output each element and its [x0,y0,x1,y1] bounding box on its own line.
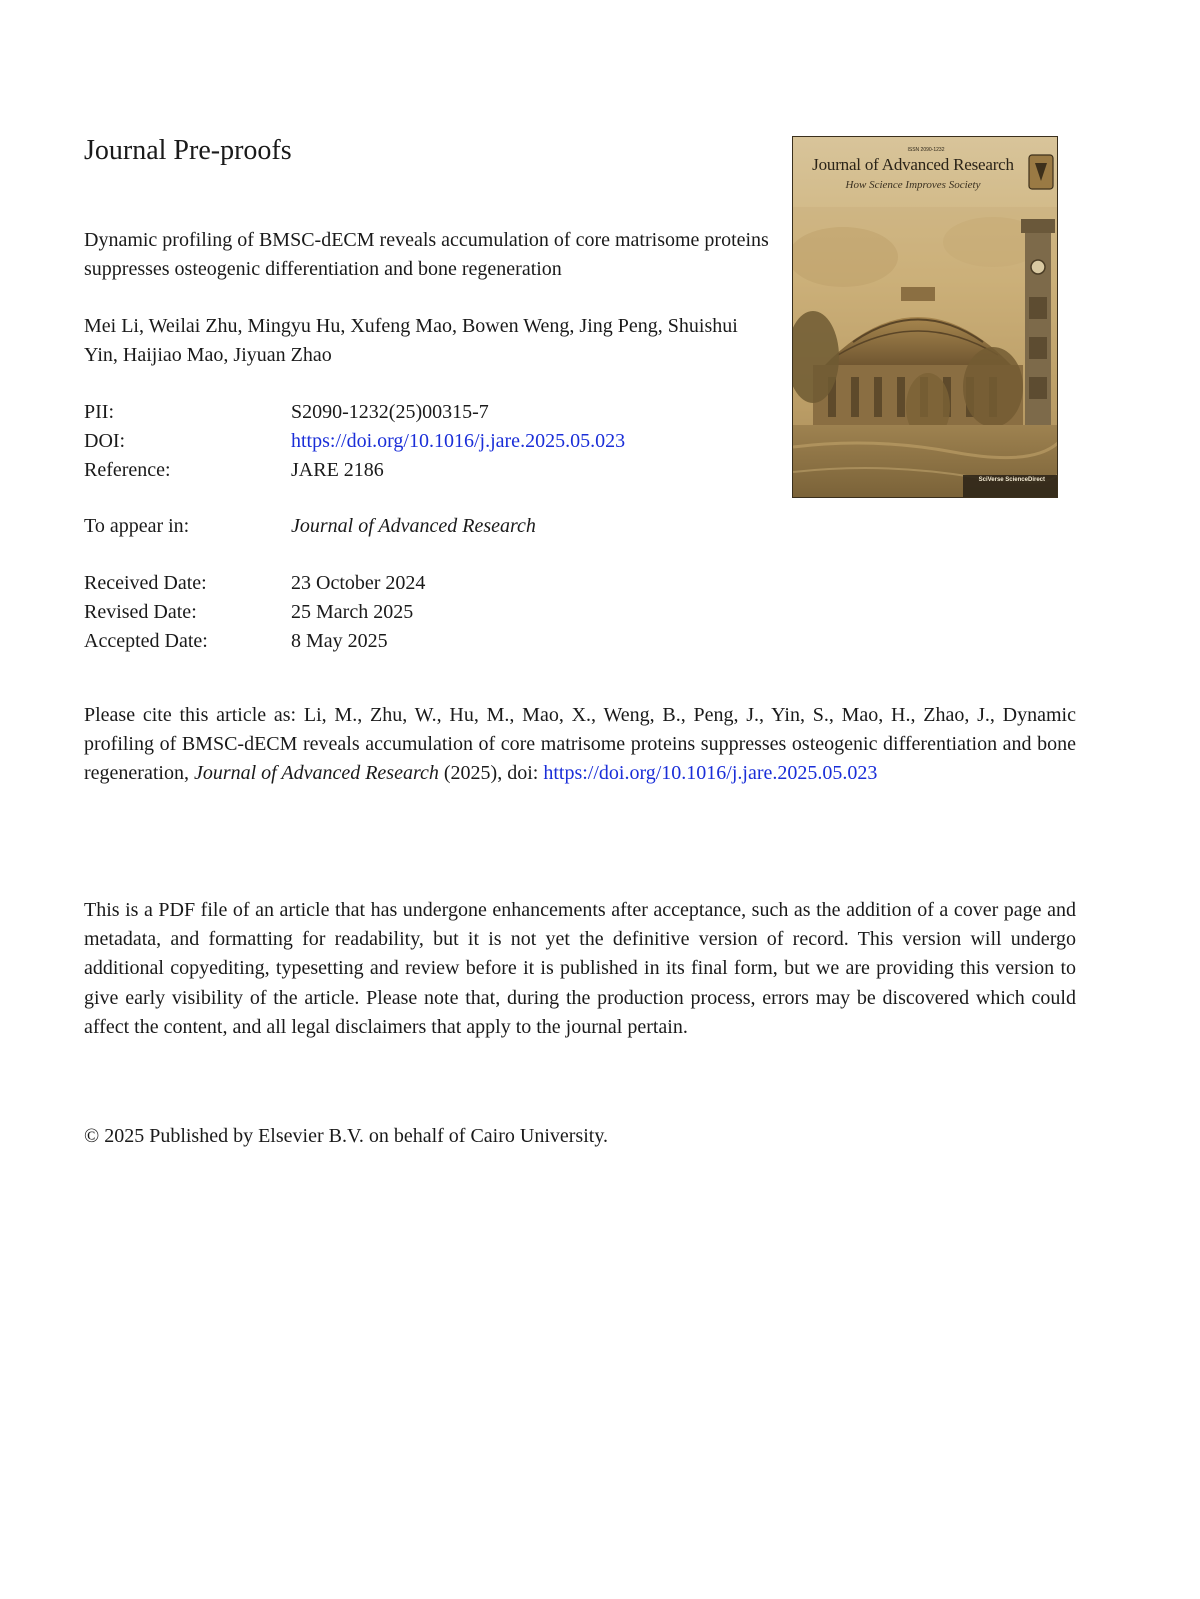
doi-label: DOI: [84,430,126,452]
accepted-row [84,627,784,656]
revised-label: Revised Date: [84,601,197,623]
received-value: 23 October 2024 [291,572,426,594]
reference-row [84,456,784,485]
received-row [84,569,784,598]
appear-block [84,512,784,541]
appear-journal: Journal of Advanced Research [291,515,536,537]
pii-value: S2090-1232(25)00315-7 [291,401,489,423]
identifier-block [84,398,784,485]
citation-paragraph [84,701,1076,788]
revised-value: 25 March 2025 [291,601,414,623]
appear-label: To appear in: [84,515,190,537]
article-authors: Mei Li, Weilai Zhu, Mingyu Hu, Xufeng Mao, Bowen Weng, Jing Peng, Shuishui Yin, Haijiao Mao, Jiyuan Zhao [84,315,738,366]
received-label: Received Date: [84,572,207,594]
citation-journal: Journal of Advanced Research [193,762,439,784]
accepted-label: Accepted Date: [84,630,208,652]
cover-tagline: How Science Improves Society [845,179,981,191]
pre-proof-notice: This is a PDF file of an article that has undergone enhancements after acceptance, such as the addition of a cover page and metadata, and formatting for readability, but it is not yet the definitive version of record. This version will undergo additional copyediting, typesetting and review before it is published in its final form, but we are providing this version to give early visibility of the article. Please note that, during the production process, errors may be discovered which could affect the content, and all legal disclaimers that apply to the journal pertain. [84,899,1076,1038]
reference-value: JARE 2186 [291,459,384,481]
doi-link[interactable]: https://doi.org/10.1016/j.jare.2025.05.023 [291,430,626,452]
pii-label: PII: [84,401,114,423]
journal-pre-proofs-heading: Journal Pre-proofs [84,135,292,166]
doi-row [84,427,784,456]
cover-illustration [793,137,1058,498]
reference-label: Reference: [84,459,171,481]
dates-block [84,569,784,656]
citation-doi-link[interactable]: https://doi.org/10.1016/j.jare.2025.05.023 [543,762,878,784]
citation-text: Please cite this article as: Li, M., Zhu, W., Hu, M., Mao, X., Weng, B., Peng, J., Yin, S., Mao, H., Zhao, J., Dynamic profiling of BMSC-dECM reveals accumulation of core matrisome proteins suppresses osteogenic differentiation and bone regeneration, [84,704,1076,784]
pii-row [84,398,784,427]
copyright-line: © 2025 Published by Elsevier B.V. on behalf of Cairo University. [84,1125,609,1147]
cover-journal-name: Journal of Advanced Research [812,155,1014,174]
cover-issn: ISSN 2090-1232 [907,147,945,153]
citation-year: (2025), doi: [438,762,544,784]
accepted-value: 8 May 2025 [291,630,388,652]
appear-row [84,512,784,541]
article-title: Dynamic profiling of BMSC-dECM reveals accumulation of core matrisome proteins suppresses osteogenic differentiation and bone regeneration [84,229,769,280]
revised-row [84,598,784,627]
journal-cover-image [792,136,1058,498]
cover-sciverse-logo: SciVerse ScienceDirect [978,477,1045,483]
